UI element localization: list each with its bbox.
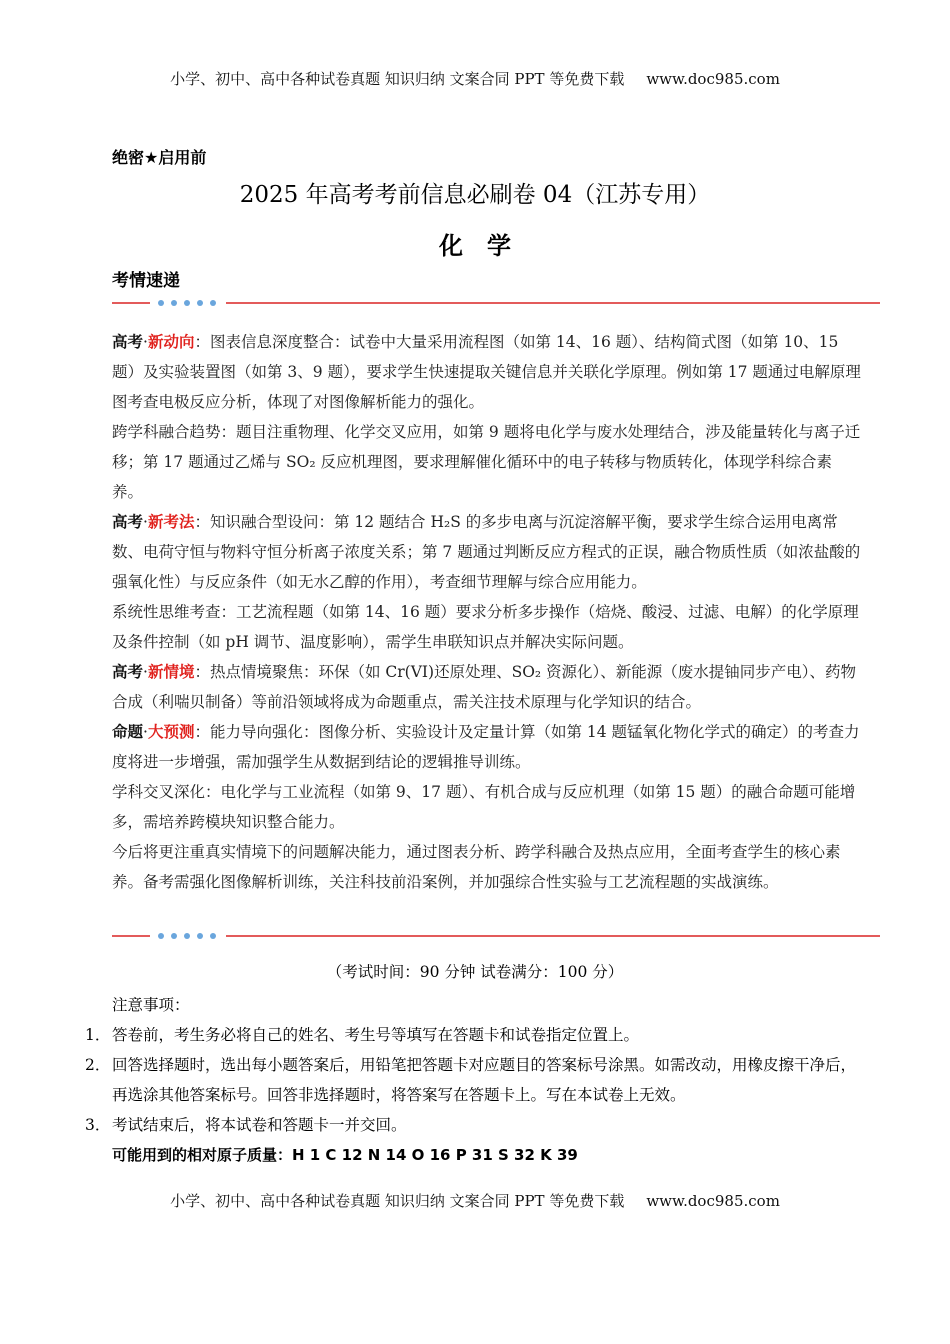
notes (85, 990, 865, 1170)
section-title: 考情速递 (112, 271, 180, 291)
secret-mark: 绝密★启用前 (112, 148, 207, 167)
exam-info: （考试时间：90 分钟 试卷满分：100 分） (326, 963, 624, 981)
page-header (0, 68, 950, 89)
footer-url[interactable]: www.doc985.com (646, 1192, 780, 1210)
atomic-masses: 可能用到的相对原子质量：H 1 C 12 N 14 O 16 P 31 S 32 K 39 (112, 1146, 578, 1164)
divider-top (112, 297, 880, 309)
note-item: 1． 答卷前，考生务必将自己的姓名、考生号等填写在答题卡和试卷指定位置上。 (85, 1026, 640, 1044)
paragraph: 高考·新考法：知识融合型设问：第 12 题结合 H₂S 的多步电离与沉淀溶解平衡，要求学生综合运用电离常数、电荷守恒与物料守恒分析离子浓度关系；第 7 题通过判断反应方程式的正误，融合物质性质（如浓盐酸的强氧化性）与反应条件（如无水乙醇的作用），考查细节理解与综合应用能力。 (112, 513, 861, 591)
page-footer (0, 1190, 950, 1211)
note-item: 2． 回答选择题时，选出每小题答案后，用铅笔把答题卡对应题目的答案标号涂黑。如需改动，用橡皮擦干净后，再选涂其他答案标号。回答非选择题时，将答案写在答题卡上。写在本试卷上无效。 (85, 1056, 857, 1104)
paragraph: 高考·新情境：热点情境聚焦：环保（如 Cr(VI)还原处理、SO₂ 资源化）、新能源（废水提铀同步产电）、药物合成（利喘贝制备）等前沿领域将成为命题重点，需关注技术原理与化学知识的结合。 (112, 663, 857, 711)
notes-title: 注意事项： (112, 996, 190, 1014)
paragraph: 命题·大预测：能力导向强化：图像分析、实验设计及定量计算（如第 14 题锰氧化物化学式的确定）的考查力度将进一步增强，需加强学生从数据到结论的逻辑推导训练。 (112, 723, 860, 771)
subject-title: 化学 (439, 232, 535, 260)
paragraph: 今后将更注重真实情境下的问题解决能力，通过图表分析、跨学科融合及热点应用，全面考查学生的核心素养。备考需强化图像解析训练，关注科技前沿案例，并加强综合性实验与工艺流程题的实战演练。 (112, 843, 841, 891)
note-item: 3． 考试结束后，将本试卷和答题卡一并交回。 (85, 1116, 407, 1134)
paragraph: 学科交叉深化：电化学与工业流程（如第 9、17 题）、有机合成与反应机理（如第 15 题）的融合命题可能增多，需培养跨模块知识整合能力。 (112, 783, 856, 831)
header-url[interactable]: www.doc985.com (646, 70, 780, 88)
exam-analysis (112, 327, 862, 897)
divider-bottom (112, 930, 880, 942)
page-title: 2025 年高考考前信息必刷卷 04（江苏专用） (239, 182, 711, 208)
paragraph: 高考·新动向：图表信息深度整合：试卷中大量采用流程图（如第 14、16 题）、结构简式图（如第 10、15 题）及实验装置图（如第 3、9 题），要求学生快速提取关键信息并关联化学原理。例如第 17 题通过电解原理图考查电极反应分析，体现了对图像解析能力的强化。 (112, 333, 861, 411)
paragraph: 跨学科融合趋势：题目注重物理、化学交叉应用，如第 9 题将电化学与废水处理结合，涉及能量转化与离子迁移；第 17 题通过乙烯与 SO₂ 反应机理图，要求理解催化循环中的电子转移与物质转化，体现学科综合素养。 (112, 423, 861, 501)
footer-text: 小学、初中、高中各种试卷真题 知识归纳 文案合同 PPT 等免费下载 (170, 1192, 625, 1210)
paragraph: 系统性思维考查：工艺流程题（如第 14、16 题）要求分析多步操作（焙烧、酸浸、过滤、电解）的化学原理及条件控制（如 pH 调节、温度影响），需学生串联知识点并解决实际问题。 (112, 603, 859, 651)
header-text: 小学、初中、高中各种试卷真题 知识归纳 文案合同 PPT 等免费下载 (170, 70, 625, 88)
